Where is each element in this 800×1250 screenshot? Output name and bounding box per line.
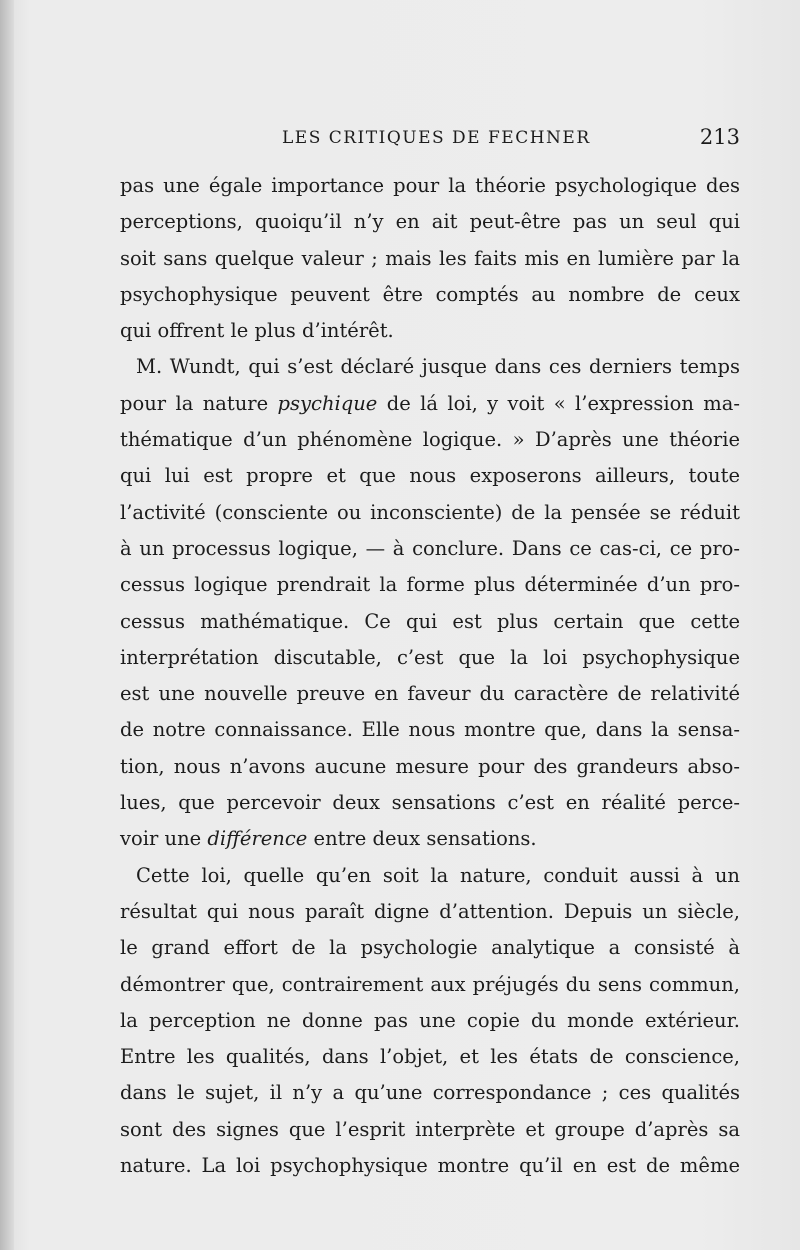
text-line: de notre connaissance. Elle nous montre que, dans la sensa- xyxy=(120,718,740,742)
text-line: dans le sujet, il n’y a qu’une correspondance ; ces qualités xyxy=(120,1081,740,1105)
text-line: sont des signes que l’esprit interprète et groupe d’après sa xyxy=(120,1117,740,1141)
text-run: voir une xyxy=(120,827,208,851)
italic-term: psychique xyxy=(277,391,378,415)
text-line: Cette loi, quelle qu’en soit la nature, conduit aussi à un xyxy=(136,863,740,887)
text-line: perceptions, quoiqu’il n’y en ait peut-être pas un seul qui xyxy=(120,210,740,234)
text-line: le grand effort de la psychologie analytique a consisté à xyxy=(120,936,740,960)
text-line: la perception ne donne pas une copie du monde extérieur. xyxy=(120,1008,740,1032)
text-line: thématique d’un phénomène logique. » D’après une théorie xyxy=(120,428,740,452)
text-line: cessus logique prendrait la forme plus déterminée d’un pro- xyxy=(120,573,740,597)
text-line: qui lui est propre et que nous exposerons ailleurs, toute xyxy=(120,464,740,488)
text-line: qui offrent le plus d’intérêt. xyxy=(120,319,394,343)
text-line: M. Wundt, qui s’est déclaré jusque dans ces derniers temps xyxy=(136,355,740,379)
text-run: de lá loi, y voit « l’expression ma- xyxy=(377,391,740,415)
text-line: soit sans quelque valeur ; mais les faits mis en lumière par la xyxy=(120,246,740,270)
text-line: résultat qui nous paraît digne d’attention. Depuis un siècle, xyxy=(120,899,740,923)
text-line: tion, nous n’avons aucune mesure pour des grandeurs abso- xyxy=(120,754,740,778)
text-line: psychophysique peuvent être comptés au nombre de ceux xyxy=(120,282,740,306)
page-number: 213 xyxy=(699,125,740,149)
body-text xyxy=(120,168,740,1184)
page-header xyxy=(120,125,740,154)
text-line: lues, que percevoir deux sensations c’est en réalité perce- xyxy=(120,791,740,815)
running-title: LES CRITIQUES DE FECHNER xyxy=(282,128,591,148)
text-line: pas une égale importance pour la théorie psychologique des xyxy=(120,174,740,197)
italic-term: différence xyxy=(207,827,308,851)
text-line: démontrer que, contrairement aux préjugés du sens commun, xyxy=(120,972,740,996)
text-line: l’activité (consciente ou inconsciente) de la pensée se réduit xyxy=(120,500,740,524)
page-gutter xyxy=(0,0,14,1250)
text-line: est une nouvelle preuve en faveur du caractère de relativité xyxy=(120,682,740,706)
text-run: entre deux sensations. xyxy=(307,827,537,851)
text-line: Entre les qualités, dans l’objet, et les états de conscience, xyxy=(120,1045,740,1069)
text-line: interprétation discutable, c’est que la loi psychophysique xyxy=(120,645,740,669)
text-run: pour la nature xyxy=(120,391,278,415)
text-line xyxy=(120,821,740,857)
text-line xyxy=(120,386,740,422)
text-line: cessus mathématique. Ce qui est plus certain que cette xyxy=(120,609,740,633)
text-line: nature. La loi psychophysique montre qu’il en est de même xyxy=(120,1154,740,1178)
text-line: à un processus logique, — à conclure. Dans ce cas-ci, ce pro- xyxy=(120,536,740,560)
